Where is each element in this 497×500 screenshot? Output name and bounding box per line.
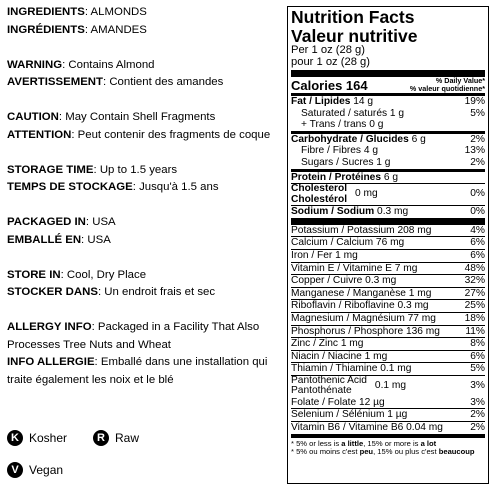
nutrition-title-en: Nutrition Facts [291, 7, 415, 27]
mineral-row: Manganese / Manganèse 1 mg 27% [291, 287, 485, 299]
storage-fr: TEMPS DE STOCKAGE: Jusqu'à 1.5 ans [7, 181, 219, 193]
fibre-row: Fibre / Fibres 4 g 13% [301, 145, 485, 157]
product-info [7, 4, 285, 389]
kosher-icon: K [7, 430, 23, 446]
nutrition-title-fr: Valeur nutritive [291, 26, 418, 46]
storage-en: STORAGE TIME: Up to 1.5 years [7, 163, 178, 176]
caution-fr: ATTENTION: Peut contenir des fragments de coque [7, 128, 271, 141]
warning-fr: AVERTISSEMENT: Contient des amandes [7, 76, 224, 88]
mineral-row: Vitamin B6 / Vitamine B6 0.04 mg 2% [291, 422, 485, 434]
raw-badge: R Raw [93, 430, 139, 446]
trans-row: + Trans / trans 0 g [301, 119, 384, 131]
ingredients-fr: INGRÉDIENTS: AMANDES [7, 23, 147, 36]
mineral-row: Niacin / Niacine 1 mg 6% [291, 350, 485, 362]
mineral-row: Zinc / Zinc 1 mg 8% [291, 338, 485, 350]
mineral-row: Phosphorus / Phosphore 136 mg 11% [291, 325, 485, 337]
minerals-list-2 [291, 397, 485, 435]
minerals-list [291, 225, 485, 376]
mineral-row: Magnesium / Magnésium 77 mg 18% [291, 312, 485, 324]
mineral-row: Riboflavin / Riboflavine 0.3 mg 25% [291, 300, 485, 312]
footnote-en: * 5% or less is a little, 15% or more is a lot [291, 438, 437, 448]
mineral-row: Thiamin / Thiamine 0.1 mg 5% [291, 363, 485, 375]
cholesterol-row: Cholesterol Cholestérol 0 mg 0% [291, 183, 485, 205]
mineral-row: Calcium / Calcium 76 mg 6% [291, 237, 485, 249]
packaged-en: PACKAGED IN: USA [7, 216, 116, 228]
caution-en: CAUTION: May Contain Shell Fragments [7, 111, 216, 123]
protein-row: Protein / Protéines 6 g [291, 171, 399, 183]
carbohydrate-row: Carbohydrate / Glucides 6 g 2% [291, 133, 485, 145]
serving-size-en: Per 1 oz (28 g) [291, 44, 365, 56]
allergy-fr: INFO ALLERGIE: Emballé dans une installation qui traite également les noix et le blé [7, 356, 268, 386]
mineral-row: Folate / Folate 12 µg 3% [291, 396, 485, 408]
allergy-en: ALLERGY INFO: Packaged in a Facility That Also Processes Tree Nuts and Wheat [7, 321, 260, 351]
mineral-row: Copper / Cuivre 0.3 mg 32% [291, 275, 485, 287]
mineral-row: Vitamin E / Vitamine E 7 mg 48% [291, 262, 485, 274]
sodium-row: Sodium / Sodium 0.3 mg 0% [291, 206, 485, 218]
mineral-row: Potassium / Potassium 208 mg 4% [291, 224, 485, 236]
saturated-row: Saturated / saturés 1 g 5% [301, 107, 485, 119]
pantothenic-row: Pantothenic Acid Pantothénate 0.1 mg 3% [291, 374, 485, 397]
footnote-fr: * 5% ou moins c'est peu, 15% ou plus c'est beaucoup [291, 447, 475, 457]
packaged-fr: EMBALLÉ EN: USA [7, 233, 111, 246]
sugars-row: Sugars / Sucres 1 g 2% [301, 156, 485, 168]
vegan-icon: V [7, 462, 23, 478]
warning-en: WARNING: Contains Almond [7, 58, 155, 71]
ingredients-en: INGREDIENTS: ALMONDS [7, 6, 147, 18]
store-en: STORE IN: Cool, Dry Place [7, 268, 147, 281]
serving-size-fr: pour 1 oz (28 g) [291, 55, 370, 68]
kosher-badge: K Kosher [7, 430, 67, 446]
store-fr: STOCKER DANS: Un endroit frais et sec [7, 286, 216, 298]
vegan-badge: V Vegan [7, 462, 63, 478]
mineral-row: Selenium / Sélénium 1 µg 2% [291, 409, 485, 421]
nutrition-facts-table [287, 6, 489, 484]
mineral-row: Iron / Fer 1 mg 6% [291, 249, 485, 261]
calories-row: Calories 164 % Daily Value* % valeur quotidienne* [291, 76, 485, 93]
fat-row: Fat / Lipides 14 g 19% [291, 96, 485, 107]
raw-icon: R [93, 430, 109, 446]
